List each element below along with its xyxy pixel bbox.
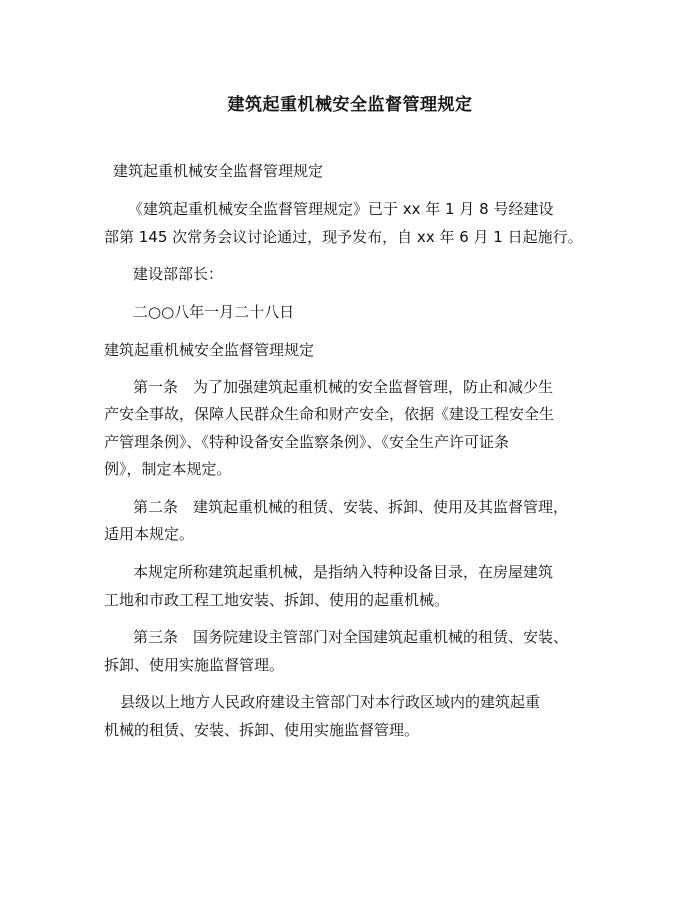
- intro-line-1: 《建筑起重机械安全监督管理规定》已于 xx 年 1 月 8 号经建设: [128, 200, 554, 218]
- subtitle-line: 建筑起重机械安全监督管理规定: [113, 162, 324, 180]
- local-dept-line-1: 县级以上地方人民政府建设主管部门对本行政区域内的建筑起重: [120, 693, 541, 711]
- minister-line: 建设部部长：: [133, 265, 224, 283]
- section-heading: 建筑起重机械安全监督管理规定: [104, 341, 315, 359]
- article-2-line-2: 适用本规定。: [104, 525, 195, 543]
- date-line: 二○○八年一月二十八日: [133, 303, 295, 321]
- local-dept-line-2: 机械的租赁、安装、拆卸、使用实施监督管理。: [104, 721, 420, 739]
- intro-line-2: 部第 145 次常务会议讨论通过，现予发布，自 xx 年 6 月 1 日起施行。: [104, 228, 583, 246]
- article-1-line-2: 产安全事故，保障人民群众生命和财产安全，依据《建设工程安全生: [104, 405, 555, 423]
- article-3-line-1: 第三条 国务院建设主管部门对全国建筑起重机械的租赁、安装、: [133, 628, 569, 646]
- article-1-line-3: 产管理条例》、《特种设备安全监察条例》、《安全生产许可证条: [104, 433, 510, 451]
- article-1-line-4: 例》，制定本规定。: [104, 460, 232, 478]
- document-title: 建筑起重机械安全监督管理规定: [227, 95, 473, 115]
- definition-line-2: 工地和市政工程工地安装、拆卸、使用的起重机械。: [104, 591, 450, 609]
- article-3-line-2: 拆卸、使用实施监督管理。: [104, 656, 285, 674]
- article-1-line-1: 第一条 为了加强建筑起重机械的安全监督管理，防止和减少生: [133, 378, 554, 396]
- article-2-line-1: 第二条 建筑起重机械的租赁、安装、拆卸、使用及其监督管理，: [133, 498, 569, 516]
- definition-line-1: 本规定所称建筑起重机械，是指纳入特种设备目录，在房屋建筑: [133, 563, 554, 581]
